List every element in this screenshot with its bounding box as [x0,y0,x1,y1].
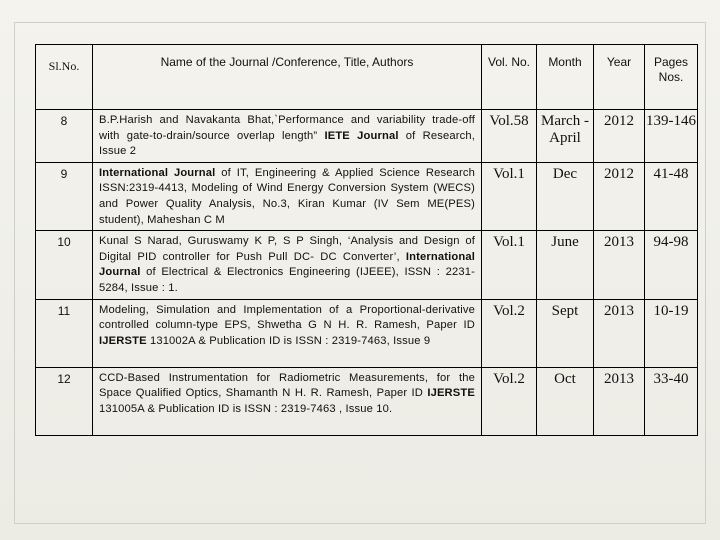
row-month: Oct [537,367,594,435]
table-row [36,299,698,367]
header-sl-no: Sl.No. [36,45,93,110]
desc-journal-bold: IJERSTE [99,334,147,347]
row-month: Dec [537,162,594,230]
desc-journal-bold: International Journal [99,250,475,279]
header-year: Year [594,45,645,110]
desc-journal-bold: IJERSTE [427,387,475,400]
desc-text: Kunal S Narad, Guruswamy K P, S P Singh, ‘Analysis and Design of Digital PID controller for Push Pull DC- DC Converter’, [99,235,475,263]
desc-text-cont: 131005A & Publication ID is ISSN : 2319-7463 , Issue 10. [99,402,393,415]
desc-text: CCD-Based Instrumentation for Radiometric Measurements, for the Space Qualified Optics, Shamanth N H. R. Ramesh, Paper ID [99,371,475,400]
row-vol: Vol.1 [482,231,537,299]
row-sl: 11 [36,299,93,367]
header-name: Name of the Journal /Conference, Title, Authors [93,45,482,110]
desc-text-cont: of Electrical & Electronics Engineering (IJEEE), ISSN : 2231-5284, Issue : 1. [99,266,475,294]
row-pages: 94-98 [645,231,698,299]
row-month: Sept [537,299,594,367]
desc-text-cont: 131002A & Publication ID is ISSN : 2319-7463, Issue 9 [146,334,431,347]
row-pages: 10-19 [645,299,698,367]
desc-text: Modeling, Simulation and Implementation of a Proportional-derivative controlled column-type EPS, Shwetha G N H. R. Ramesh, Paper ID [99,303,475,332]
desc-text-cont: of IT, Engineering & Applied Science Research ISSN:2319-4413, Modeling of Wind Energy Conversion System (WECS) and Power Quality Analysis, No.3, Kiran Kumar (IV Sem ME(PES) student), Maheshan C M [99,166,475,226]
row-sl: 9 [36,162,93,230]
table-row [36,367,698,435]
desc-text-cont: of Research, Issue 2 [99,129,475,158]
row-pages: 33-40 [645,367,698,435]
row-sl: 8 [36,110,93,163]
row-description [93,110,482,163]
row-sl: 12 [36,367,93,435]
desc-text: B.P.Harish and Navakanta Bhat,`Performance and variability trade-off with gate-to-drain/source overlap length” [99,114,475,142]
row-vol: Vol.1 [482,162,537,230]
desc-journal-bold: International Journal [99,166,216,179]
row-vol: Vol.2 [482,367,537,435]
row-year: 2012 [594,110,645,163]
desc-journal-bold: IETE Journal [324,129,399,142]
row-pages: 139-146 [645,110,698,163]
row-description [93,162,482,230]
table-header-row [36,45,698,110]
row-pages: 41-48 [645,162,698,230]
row-year: 2013 [594,367,645,435]
publications-table [35,44,698,436]
row-month: March -April [537,110,594,163]
row-month: June [537,231,594,299]
row-year: 2013 [594,299,645,367]
table-row [36,110,698,163]
header-month: Month [537,45,594,110]
row-sl: 10 [36,231,93,299]
row-description [93,367,482,435]
table-row [36,162,698,230]
header-vol: Vol. No. [482,45,537,110]
header-pages: Pages Nos. [645,45,698,110]
row-year: 2012 [594,162,645,230]
table-row [36,231,698,299]
row-vol: Vol.2 [482,299,537,367]
row-description [93,231,482,299]
row-vol: Vol.58 [482,110,537,163]
row-year: 2013 [594,231,645,299]
row-description [93,299,482,367]
